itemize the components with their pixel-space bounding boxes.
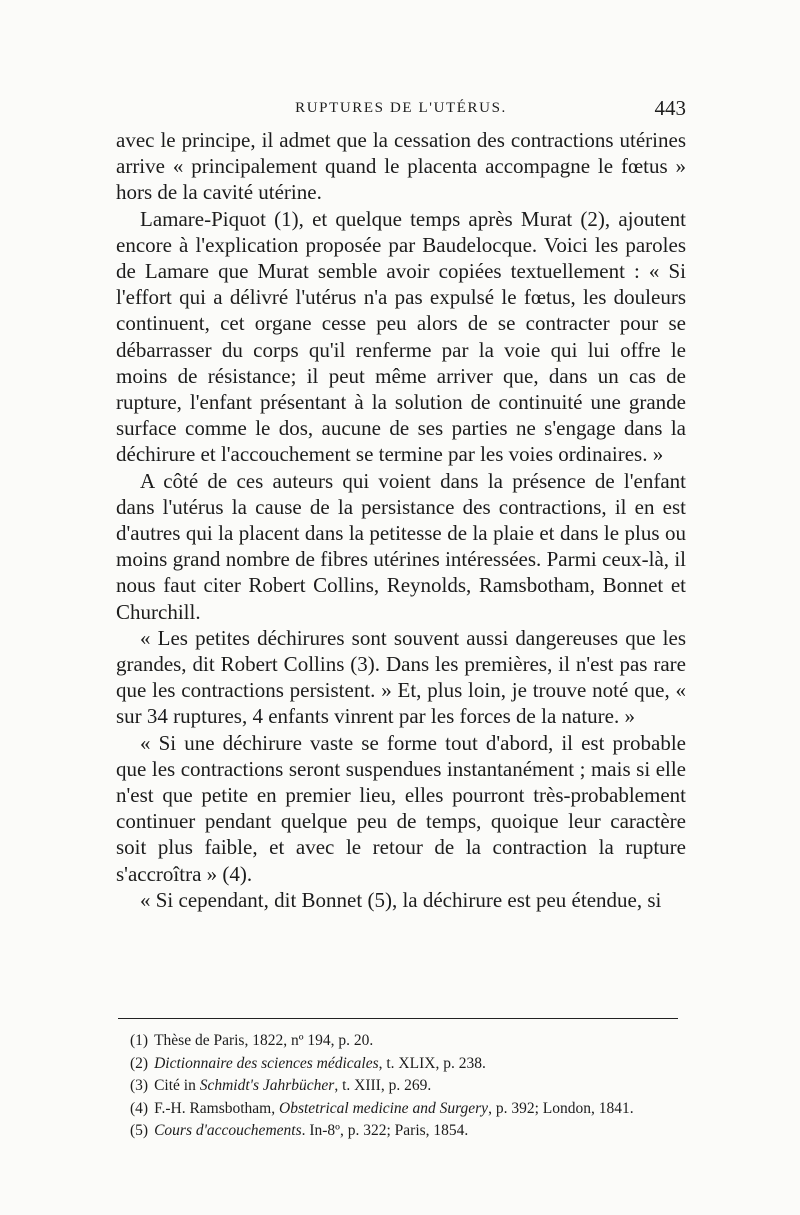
paragraph: « Les petites déchirures sont souvent aussi dangereuses que les grandes, dit Robert Collins (3). Dans les premières, il n'est pas rare que les contractions persistent. » Et, plus loin, je trouve noté que, « sur 34 ruptures, 4 enfants vinrent par les forces de la nature. » bbox=[116, 625, 686, 729]
footnote-number: (4) bbox=[130, 1099, 149, 1117]
running-title: RUPTURES DE L'UTÉRUS. bbox=[295, 100, 507, 116]
footnote bbox=[130, 1098, 678, 1121]
footnote-number: (2) bbox=[130, 1054, 149, 1072]
footnote-number: (3) bbox=[130, 1077, 149, 1094]
footnote-number: (5) bbox=[130, 1122, 149, 1139]
paragraph: Lamare-Piquot (1), et quelque temps après Murat (2), ajoutent encore à l'explication proposée par Baudelocque. Voici les paroles de Lamare que Murat semble avoir copiées textuellement : « Si l'effort qui a délivré l'utérus n'a pas expulsé le fœtus, les douleurs continuent, cet organe cesse peu alors de se contracter pour se débarrasser du corps qu'il renferme par la voie qui lui offre le moins de résistance; il peut même arriver que, dans un cas de rupture, l'enfant présentant à la solution de continuité une grande surface comme le dos, aucune de ses parties ne s'engage dans la déchirure et l'accouchement se termine par les voies ordinaires. » bbox=[116, 206, 686, 467]
footnote bbox=[130, 1030, 678, 1053]
footnote-text: , p. 392; London, 1841. bbox=[488, 1099, 634, 1117]
footnote-title: Dictionnaire des sciences médicales bbox=[154, 1054, 379, 1072]
footnote-title: Obstetrical medicine and Surgery bbox=[279, 1099, 489, 1117]
footnote-text: , t. XLIX, p. 238. bbox=[378, 1054, 486, 1072]
footnote-divider bbox=[118, 1018, 678, 1019]
footnotes bbox=[130, 1030, 678, 1143]
footnote-number: (1) bbox=[130, 1032, 149, 1049]
footnote-title: Schmidt's Jahrbücher bbox=[199, 1077, 335, 1094]
footnote bbox=[130, 1053, 678, 1076]
footnote-text: . In-8º, p. 322; Paris, 1854. bbox=[301, 1122, 469, 1139]
footnote-text: , t. XIII, p. 269. bbox=[334, 1077, 432, 1094]
body-text bbox=[116, 127, 686, 913]
footnote bbox=[130, 1075, 678, 1098]
footnote-text: F.-H. Ramsbotham, bbox=[154, 1099, 279, 1117]
footnote bbox=[130, 1120, 678, 1143]
paragraph: « Si une déchirure vaste se forme tout d'abord, il est probable que les contractions seront suspendues instantanément ; mais si elle n'est que petite en premier lieu, elles pourront très-probablement continuer pendant quelque peu de temps, quoique leur caractère soit plus faible, et avec le retour de la contraction la rupture s'accroîtra » (4). bbox=[116, 730, 686, 886]
paragraph: avec le principe, il admet que la cessation des contractions utérines arrive « principalement quand le placenta accompagne le fœtus » hors de la cavité utérine. bbox=[116, 128, 686, 205]
paragraph: A côté de ces auteurs qui voient dans la présence de l'enfant dans l'utérus la cause de la persistance des contractions, il en est d'autres qui la placent dans la petitesse de la plaie et dans le plus ou moins grand nombre de fibres utérines intéressées. Parmi ceux-là, il nous faut citer Robert Collins, Reynolds, Ramsbotham, Bonnet et Churchill. bbox=[116, 468, 686, 624]
page-number: 443 bbox=[654, 96, 686, 120]
footnote-title: Cours d'accouchements bbox=[154, 1122, 302, 1139]
page-header bbox=[116, 96, 686, 126]
paragraph: « Si cependant, dit Bonnet (5), la déchirure est peu étendue, si bbox=[140, 887, 662, 912]
footnote-text: Cité in bbox=[154, 1077, 200, 1094]
footnote-text: Thèse de Paris, 1822, nº 194, p. 20. bbox=[154, 1032, 374, 1049]
